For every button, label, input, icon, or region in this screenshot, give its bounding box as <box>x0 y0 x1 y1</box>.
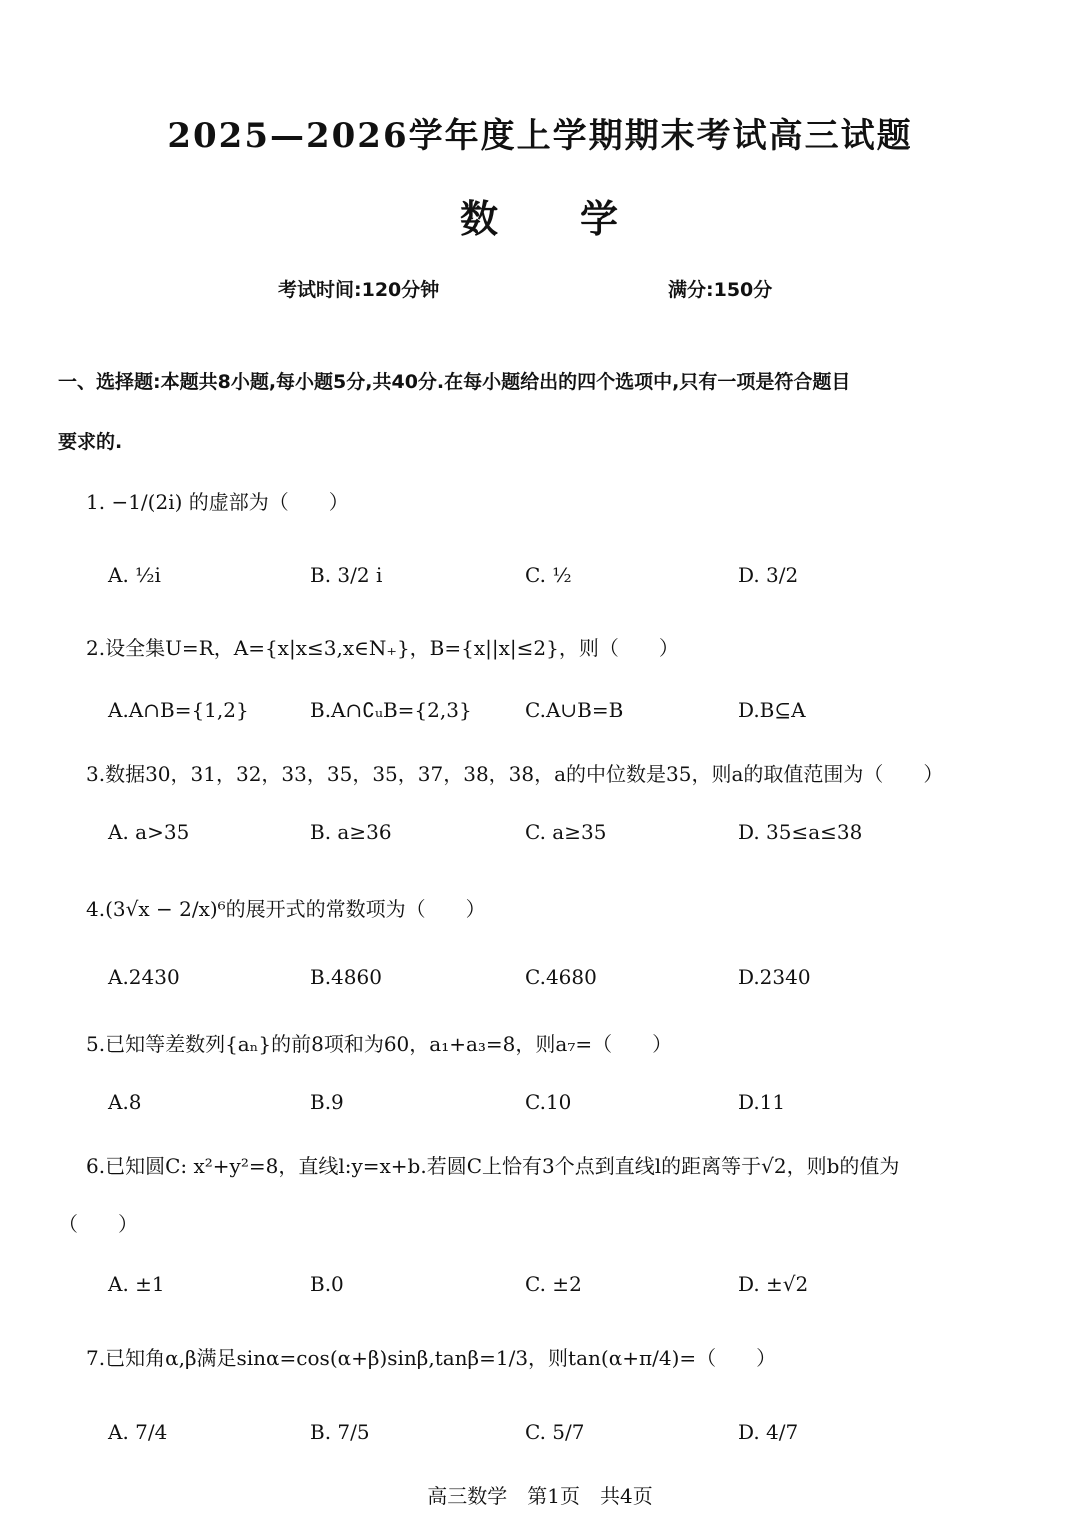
q1-option-c: C. ½ <box>525 563 572 587</box>
q4-option-d: D.2340 <box>738 965 811 989</box>
q3-option-b: B. a≥36 <box>310 820 392 844</box>
q3-option-c: C. a≥35 <box>525 820 607 844</box>
section-heading-line2: 要求的. <box>58 431 123 453</box>
question-5-stem: 5.已知等差数列{aₙ}的前8项和为60，a₁+a₃=8，则a₇=（ ） <box>86 1032 673 1056</box>
q5-option-d: D.11 <box>738 1090 786 1114</box>
question-7-stem: 7.已知角α,β满足sinα=cos(α+β)sinβ,tanβ=1/3，则tan(α+π/4)=（ ） <box>86 1346 777 1370</box>
q6-option-d: D. ±√2 <box>738 1272 809 1296</box>
q1-option-a: A. ½i <box>108 563 161 587</box>
q7-option-d: D. 4/7 <box>738 1420 799 1444</box>
q6-option-c: C. ±2 <box>525 1272 582 1296</box>
q7-option-b: B. 7/5 <box>310 1420 370 1444</box>
exam-time: 考试时间:120分钟 <box>278 279 440 301</box>
question-6-stem-continued: （ ） <box>58 1212 138 1236</box>
question-6-stem: 6.已知圆C: x²+y²=8，直线l:y=x+b.若圆C上恰有3个点到直线l的距离等于√2，则b的值为 <box>86 1154 900 1178</box>
q2-option-c: C.A∪B=B <box>525 698 624 722</box>
q7-option-a: A. 7/4 <box>108 1420 168 1444</box>
exam-title: 2025—2026学年度上学期期末考试高三试题 <box>167 116 913 156</box>
q7-option-c: C. 5/7 <box>525 1420 585 1444</box>
question-4-stem: 4.(3√x − 2/x)⁶的展开式的常数项为（ ） <box>86 897 486 921</box>
q6-option-a: A. ±1 <box>108 1272 165 1296</box>
q5-option-c: C.10 <box>525 1090 572 1114</box>
q2-option-d: D.B⊆A <box>738 698 806 722</box>
q5-option-b: B.9 <box>310 1090 344 1114</box>
q4-option-a: A.2430 <box>108 965 180 989</box>
q4-option-b: B.4860 <box>310 965 382 989</box>
q4-option-c: C.4680 <box>525 965 597 989</box>
q2-option-a: A.A∩B={1,2} <box>108 698 249 722</box>
question-2-stem: 2.设全集U=R，A={x|x≤3,x∈N₊}，B={x||x|≤2}，则（ ） <box>86 636 679 660</box>
q5-option-a: A.8 <box>108 1090 142 1114</box>
q3-option-a: A. a>35 <box>108 820 190 844</box>
page-footer: 高三数学 第1页 共4页 <box>427 1484 653 1508</box>
q6-option-b: B.0 <box>310 1272 344 1296</box>
q1-option-d: D. 3/2 <box>738 563 799 587</box>
subject-title: 数 学 <box>459 196 620 241</box>
question-1-stem: 1. −1/(2i) 的虚部为（ ） <box>86 490 349 514</box>
question-3-stem: 3.数据30，31，32，33，35，35，37，38，38，a的中位数是35，则a的取值范围为（ ） <box>86 762 944 786</box>
q3-option-d: D. 35≤a≤38 <box>738 820 863 844</box>
full-score: 满分:150分 <box>668 279 773 301</box>
section-heading-line1: 一、选择题:本题共8小题,每小题5分,共40分.在每小题给出的四个选项中,只有一项是符合题目 <box>58 371 851 393</box>
q1-option-b: B. 3/2 i <box>310 563 383 587</box>
q2-option-b: B.A∩∁ᵤB={2,3} <box>310 698 472 722</box>
